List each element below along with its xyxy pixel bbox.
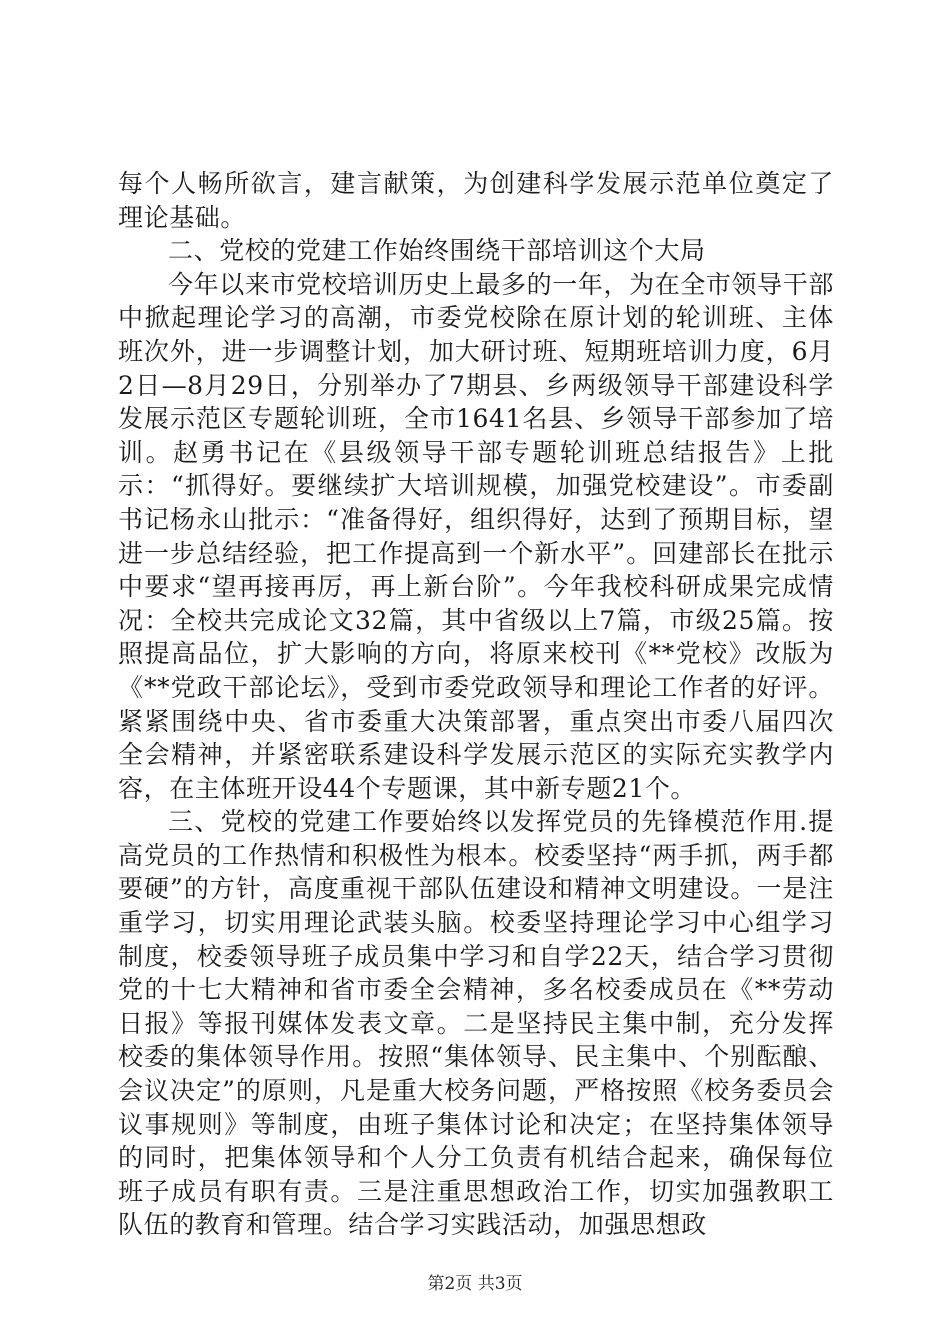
document-body [118, 167, 834, 1242]
paragraph-section-3: 三、党校的党建工作要始终以发挥党员的先锋模范作用.提高党员的工作热情和积极性为根本。校委坚持“两手抓，两手都要硬”的方针，高度重视干部队伍建设和精神文明建设。一是注重学习，切实用理论武装头脑。校委坚持理论学习中心组学习制度，校委领导班子成员集中学习和自学22天，结合学习贯彻党的十七大精神和省市委全会精神，多名校委成员在《**劳动日报》等报刊媒体发表文章。二是坚持民主集中制，充分发挥校委的集体领导作用。按照“集体领导、民主集中、个别酝酿、会议决定”的原则，凡是重大校务问题，严格按照《校务委员会议事规则》等制度，由班子集体讨论和决定；在坚持集体领导的同时，把集体领导和个人分工负责有机结合起来，确保每位班子成员有职有责。三是注重思想政治工作，切实加强教职工队伍的教育和管理。结合学习实践活动，加强思想政 [118, 807, 834, 1240]
page-number: 第2页 共3页 [427, 1274, 523, 1294]
paragraph-training: 今年以来市党校培训历史上最多的一年，为在全市领导干部中掀起理论学习的高潮，市委党校除在原计划的轮训班、主体班次外，进一步调整计划，加大研讨班、短期班培训力度，6月2日—8月29日，分别举办了7期县、乡两级领导干部建设科学发展示范区专题轮训班，全市1641名县、乡领导干部参加了培训。赵勇书记在《县级领导干部专题轮训班总结报告》上批示：“抓得好。要继续扩大培训规模，加强党校建设”。市委副书记杨永山批示：“准备得好，组织得好，达到了预期目标，望进一步总结经验，把工作提高到一个新水平”。回建部长在批示中要求“望再接再厉，再上新台阶”。今年我校科研成果完成情况：全校共完成论文32篇，其中省级以上7篇，市级25篇。按照提高品位，扩大影响的方向，将原来校刊《**党校》改版为《**党政干部论坛》，受到市委党政领导和理论工作者的好评。紧紧围绕中央、省市委重大决策部署，重点突出市委八届四次全会精神，并紧密联系建设科学发展示范区的实际充实教学内容，在主体班开设44个专题课，其中新专题21个。 [118, 269, 834, 803]
paragraph-continuation: 每个人畅所欲言，建言献策，为创建科学发展示范单位奠定了理论基础。 [118, 169, 834, 232]
section-heading-2: 二、党校的党建工作始终围绕干部培训这个大局 [168, 236, 706, 266]
page-footer [0, 1274, 950, 1294]
